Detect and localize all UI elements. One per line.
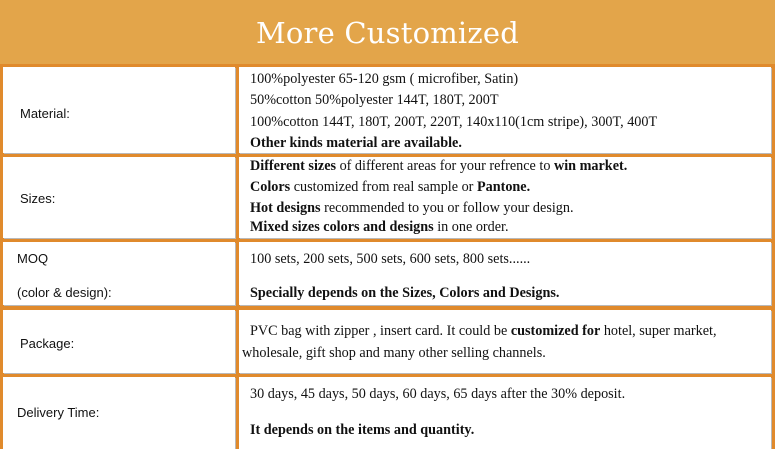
- sizes-label: Sizes:: [20, 191, 56, 206]
- moq-line-bold: Specially depends on the Sizes, Colors and Designs.: [250, 285, 560, 301]
- delivery-label: Delivery Time:: [17, 405, 100, 420]
- bold-text: customized for: [510, 323, 601, 339]
- material-content-cell: [239, 67, 771, 153]
- title-banner: [0, 0, 775, 64]
- text: of different areas for your refrence to: [336, 158, 554, 174]
- package-line: wholesale, gift shop and many other selling channels.: [242, 345, 546, 361]
- sizes-line: [250, 179, 530, 196]
- material-label-cell: [3, 67, 235, 153]
- bold-text: Different sizes: [250, 158, 337, 174]
- customization-table: [0, 64, 775, 449]
- material-line: 50%cotton 50%polyester 144T, 180T, 200T: [250, 92, 499, 108]
- material-line: 100%cotton 144T, 180T, 200T, 220T, 140x110(1cm stripe), 300T, 400T: [250, 114, 658, 130]
- delivery-line: 30 days, 45 days, 50 days, 60 days, 65 days after the 30% deposit.: [250, 386, 626, 402]
- page-title: More Customized: [255, 16, 520, 50]
- moq-label-cell: [3, 242, 235, 305]
- package-content-cell: [239, 310, 771, 373]
- text: recommended to you or follow your design.: [320, 200, 574, 216]
- sizes-line: [250, 219, 509, 236]
- moq-label: MOQ: [17, 251, 49, 266]
- bold-text: Hot designs: [250, 200, 321, 216]
- sizes-line: [250, 158, 627, 175]
- material-line: 100%polyester 65-120 gsm ( microfiber, Satin): [250, 71, 519, 87]
- text: PVC bag with zipper , insert card. It could be: [250, 323, 511, 339]
- delivery-label-cell: [3, 377, 235, 449]
- text: hotel, super market,: [600, 323, 717, 339]
- sizes-line: [250, 200, 574, 217]
- delivery-line-bold: It depends on the items and quantity.: [250, 422, 475, 438]
- sizes-content-cell: [239, 157, 771, 238]
- package-label-cell: [3, 310, 235, 373]
- bold-text: Colors: [250, 179, 291, 195]
- text: customized from real sample or: [290, 179, 477, 195]
- moq-sublabel: (color & design):: [17, 285, 112, 300]
- bold-text: win market.: [553, 158, 628, 174]
- moq-content-cell: [239, 242, 771, 305]
- material-label: Material:: [20, 106, 70, 121]
- material-line-bold: Other kinds material are available.: [250, 135, 462, 151]
- text: in one order.: [433, 219, 509, 235]
- bold-text: Pantone.: [476, 179, 531, 195]
- package-label: Package:: [20, 336, 75, 351]
- delivery-content-cell: [239, 377, 771, 449]
- sizes-label-cell: [3, 157, 235, 238]
- bold-text: Mixed sizes colors and designs: [250, 219, 434, 235]
- package-line: [250, 323, 717, 340]
- moq-line: 100 sets, 200 sets, 500 sets, 600 sets, 800 sets......: [250, 251, 531, 267]
